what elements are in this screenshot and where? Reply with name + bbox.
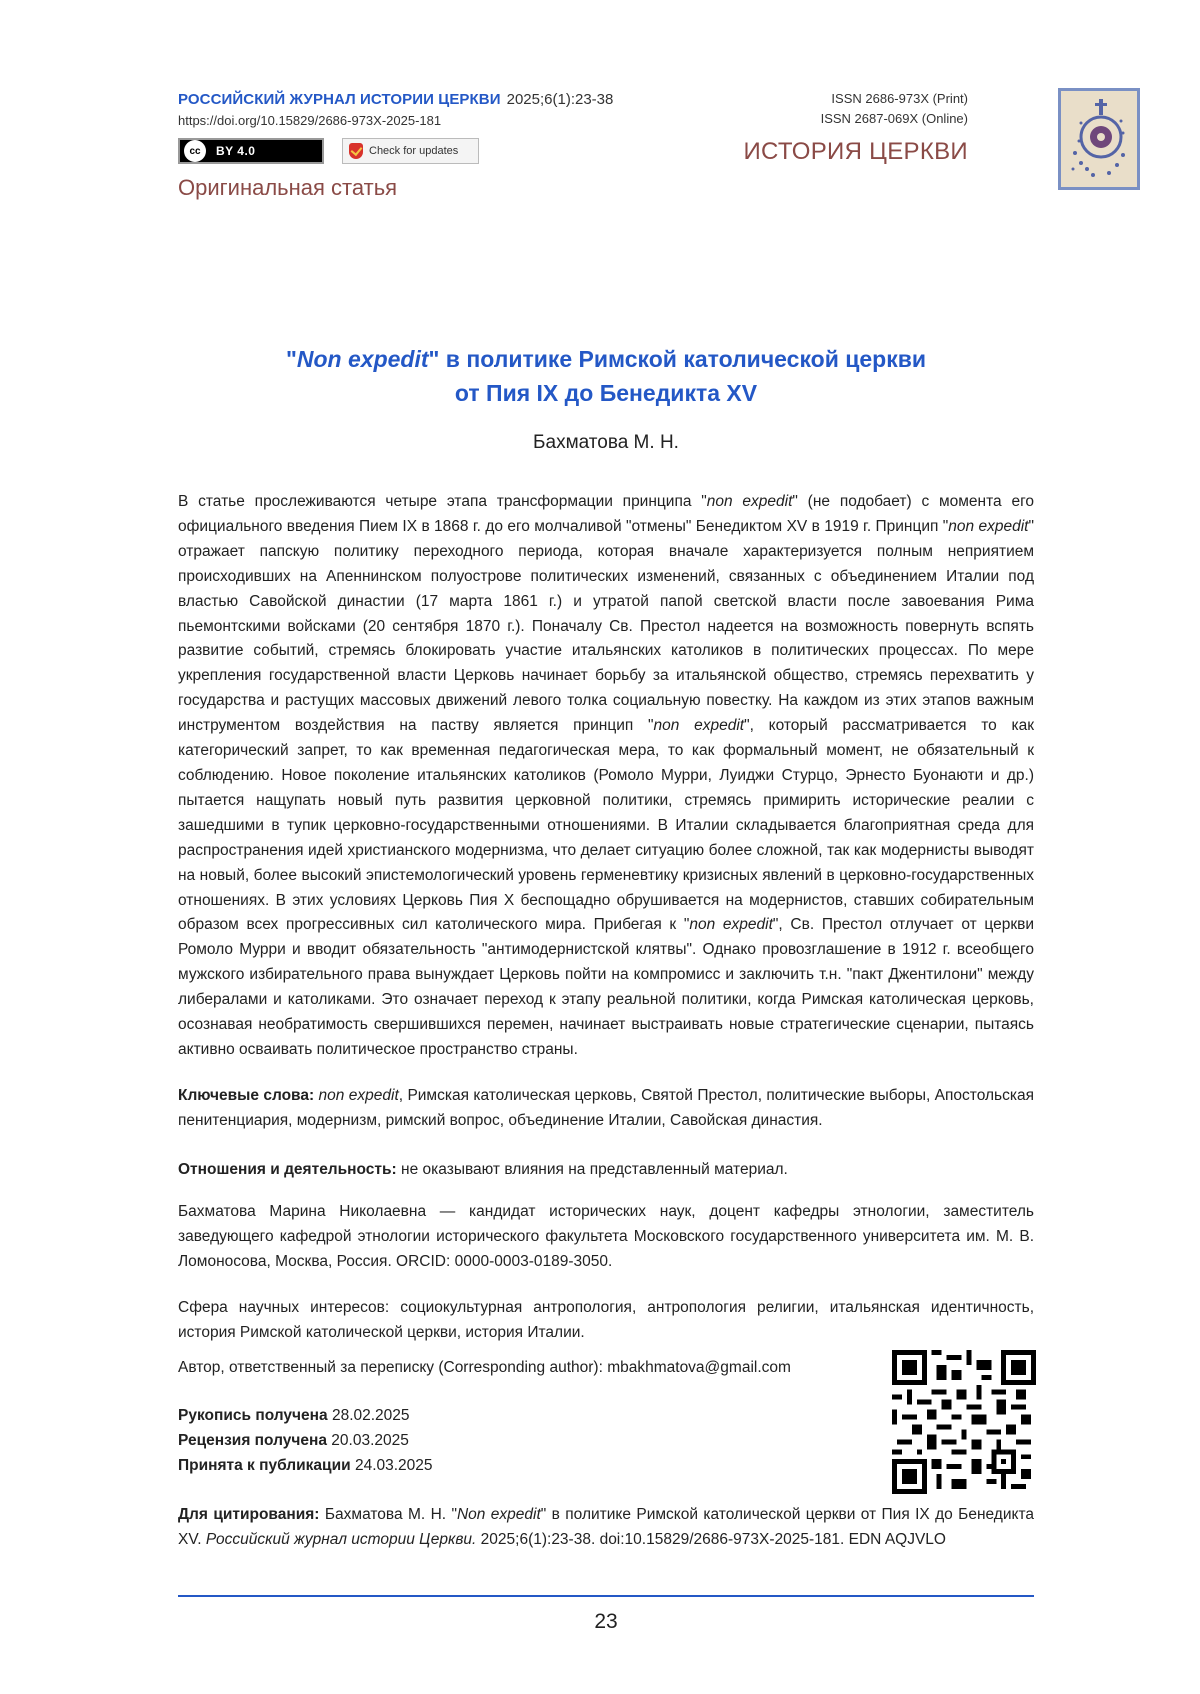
relations: Отношения и деятельность: не оказывают влияния на представленный материал. xyxy=(178,1158,1034,1183)
check-updates-badge[interactable] xyxy=(342,138,479,164)
accepted-date: Принята к публикации 24.03.2025 xyxy=(178,1454,1034,1479)
citation-label: Для цитирования: xyxy=(178,1506,319,1523)
review-date: Рецензия получена 20.03.2025 xyxy=(178,1429,1034,1454)
citation: Для цитирования: Бахматова М. Н. "Non expedit" в политике Римской католической церкви от Пия IX до Бенедикта XV. Российский журнал истории Церкви. 2025;6(1):23-38. doi:10.15829/2686-973X-2025-181. EDN AQJVLO xyxy=(178,1503,1034,1553)
title-italic: Non expedit xyxy=(297,346,429,372)
journal-line xyxy=(178,91,613,108)
corresponding-author[interactable]: Автор, ответственный за переписку (Corresponding author): mbakhmatova@gmail.com xyxy=(178,1356,1034,1381)
cc-license-badge[interactable] xyxy=(178,138,324,164)
title-line-2: от Пия IX до Бенедикта XV xyxy=(178,376,1034,410)
citation-journal: Российский журнал истории Церкви. xyxy=(206,1531,476,1548)
journal-header xyxy=(178,91,613,164)
license-label: BY 4.0 xyxy=(216,144,255,158)
footer-divider xyxy=(178,1595,1034,1597)
author-bio: Бахматова Марина Николаевна — кандидат исторических наук, доцент кафедры этнологии, заместитель заведующего кафедрой этнологии исторического факультета Московского государственного университета им. М. В. Ломоносова, Москва, Россия. ORCID: 0000-0003-0189-3050. xyxy=(178,1200,1034,1275)
keywords-label: Ключевые слова: xyxy=(178,1087,314,1104)
issn-block xyxy=(821,91,968,131)
keywords: Ключевые слова: non expedit, Римская католическая церковь, Святой Престол, политические выборы, Апостольская пенитенциария, модернизм, римский вопрос, объединение Италии, Савойская династия. xyxy=(178,1084,1034,1134)
article-page xyxy=(0,0,1200,1694)
page-number: 23 xyxy=(178,1610,1034,1634)
article-type: Оригинальная статья xyxy=(178,175,397,201)
author-name: Бахматова М. Н. xyxy=(178,432,1034,454)
received-date: Рукопись получена 28.02.2025 xyxy=(178,1404,1034,1429)
issn-online: ISSN 2687-069X (Online) xyxy=(821,111,968,126)
journal-logo xyxy=(1058,88,1140,190)
section-label: ИСТОРИЯ ЦЕРКВИ xyxy=(743,138,968,166)
doi-link[interactable]: https://doi.org/10.15829/2686-973X-2025-181 xyxy=(178,113,613,128)
research-interests: Сфера научных интересов: социокультурная антропология, антропология религии, итальянская идентичность, история Римской католической церкви, история Италии. xyxy=(178,1296,1034,1346)
issn-print: ISSN 2686-973X (Print) xyxy=(821,91,968,106)
abstract: В статье прослеживаются четыре этапа трансформации принципа "non expedit" (не подобает) с момента его официального введения Пием IX в 1868 г. до его молчаливой "отмены" Бенедиктом XV в 1919 г. Принцип "non expedit" отражает папскую политику переходного периода, которая вначале характеризуется полным неприятием происходивших на Апеннинском полуострове политических изменений, связанных с объединением Италии под властью Савойской династии (17 марта 1861 г.) и утратой папой светской власти после завоевания Рима пьемонтскими войсками (20 сентября 1870 г.). Поначалу Св. Престол надеется на возможность повернуть вспять развитие событий, стремясь блокировать участие итальянских католиков в политических процессах. По мере укрепления государственной власти Церковь начинает борьбу за итальянской общество, стремясь перехватить у государства и растущих массовых движений левого толка социальную повестку. На каждом из этих этапов важным инструментом воздействия на паству является принцип "non expedit", который рассматривается то как категорический запрет, то как временная педагогическая мера, то как формальный момент, не обязательный к соблюдению. Новое поколение итальянских католиков (Ромоло Мурри, Луиджи Стурцо, Эрнесто Буонаюти и др.) пытается нащупать новый путь развития церковной политики, стремясь примирить исторические реалии с зашедшими в тупик церковно-государственными отношениями. В Италии складывается благоприятная среда для распространения идей христианского модернизма, что делает ситуацию более сложной, так как модернисты выводят на новый, более высокий эпистемологический уровень герменевтику кризисных явлений в церковно-государственных отношениях. В этих условиях Церковь Пия X беспощадно обрушивается на модернистов, ставших собирательным образом всех прогрессивных сил католического мира. Прибегая к "non expedit", Св. Престол отлучает от церкви Ромоло Мурри и вводит обязательность "антимодернистской клятвы". Однако провозглашение в 1912 г. всеобщего мужского избирательного права вынуждает Церковь пойти на компромисс и заключить т.н. "пакт Джентилони" между либералами и католиками. Это означает переход к этапу реальной политики, когда Римская католическая церковь, осознавая необратимость свершившихся перемен, начинает выстраивать новые стратегические сценарии, пытаясь активно осваивать политическое пространство страны. xyxy=(178,490,1034,1063)
logo-emblem-icon xyxy=(1061,91,1137,187)
check-updates-label: Check for updates xyxy=(369,145,458,157)
cc-icon: cc xyxy=(184,140,206,162)
bookmark-check-icon xyxy=(349,143,363,159)
title-line-1: "Non expedit" в политике Римской католической церкви xyxy=(178,342,1034,376)
relations-label: Отношения и деятельность: xyxy=(178,1161,397,1178)
badge-row xyxy=(178,138,613,164)
article-title xyxy=(178,342,1034,410)
journal-issue: 2025;6(1):23-38 xyxy=(507,91,614,108)
qr-code[interactable] xyxy=(892,1350,1036,1494)
journal-name[interactable]: РОССИЙСКИЙ ЖУРНАЛ ИСТОРИИ ЦЕРКВИ xyxy=(178,91,501,108)
